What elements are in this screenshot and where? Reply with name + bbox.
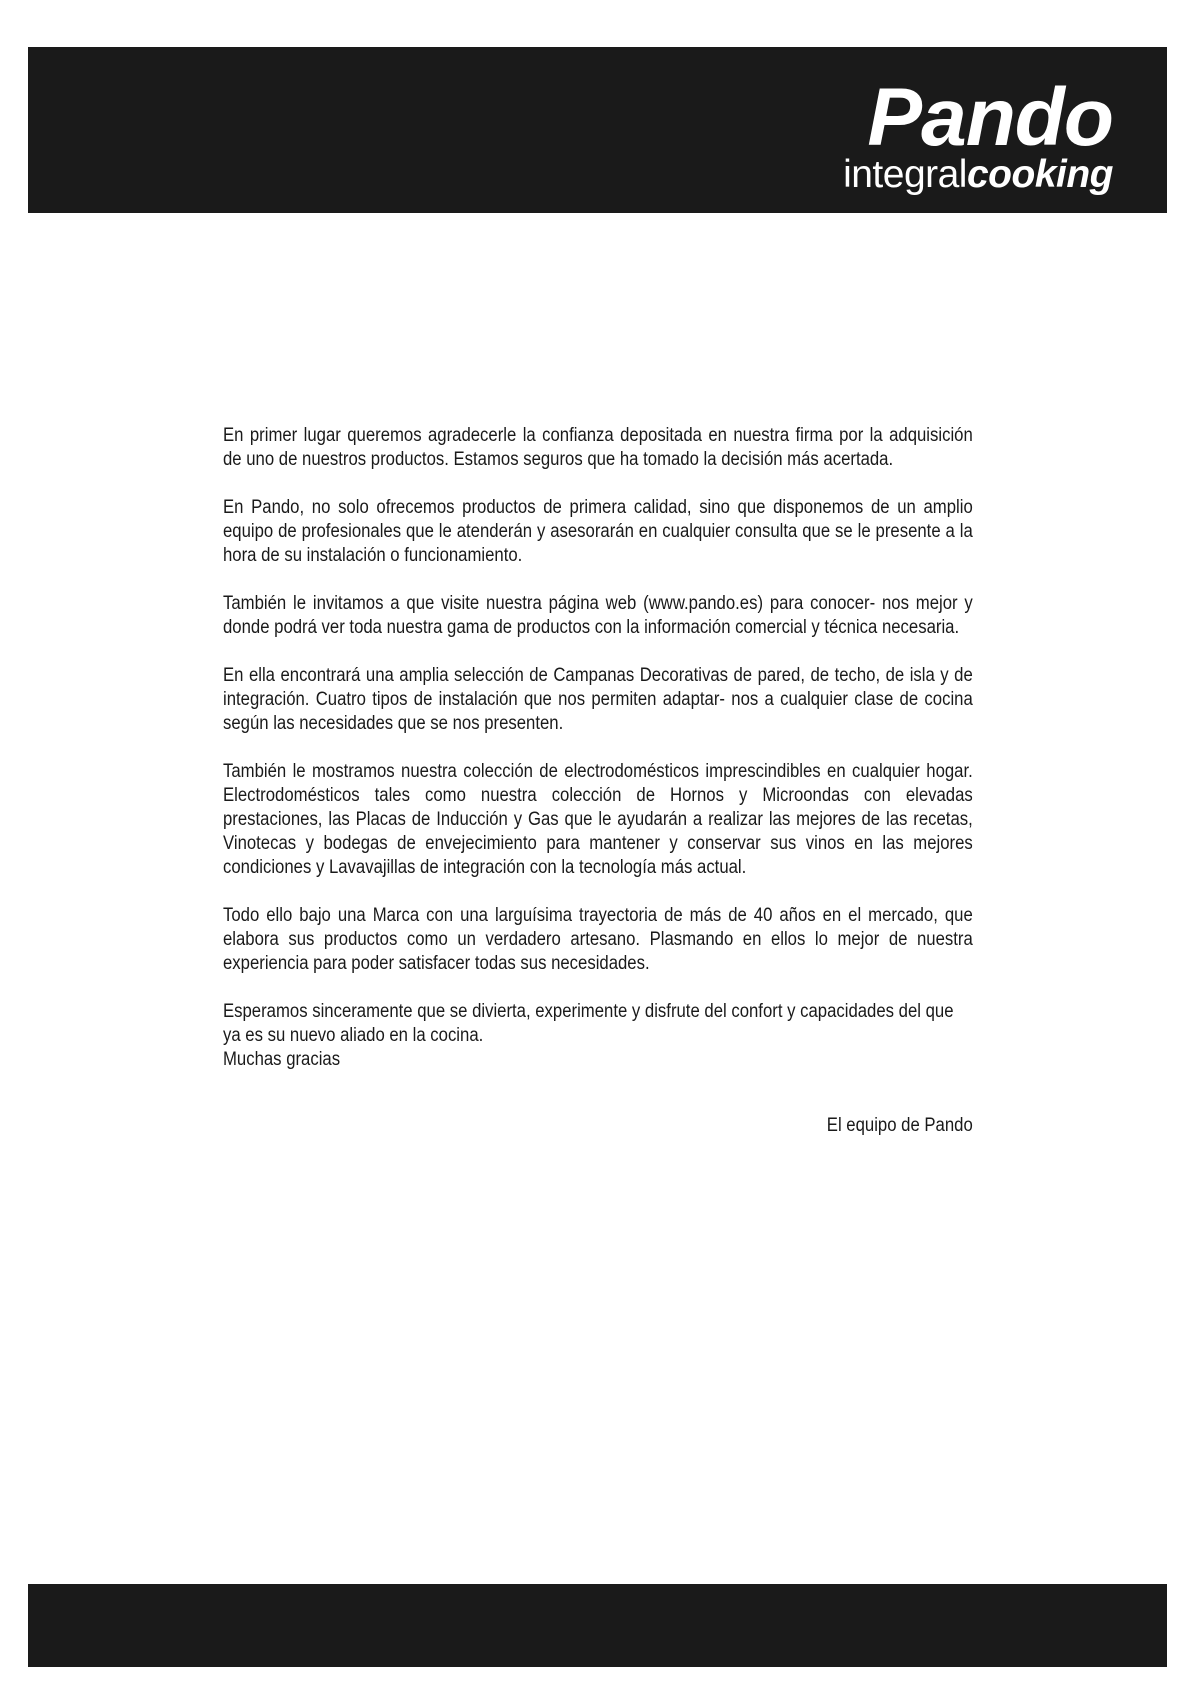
letter-paragraph: En ella encontrará una amplia selección de Campanas Decorativas de pared, de techo, de isla y de integración. Cuatro tipos de instalación que nos permiten adaptar- nos a cualquier clase de cocina según las necesidades que se nos presenten. <box>223 665 973 734</box>
footer-band <box>28 1584 1167 1667</box>
logo-tagline <box>843 153 1113 197</box>
pando-logo <box>843 72 1113 197</box>
letter-paragraph: También le invitamos a que visite nuestra página web (www.pando.es) para conocer- nos mejor y donde podrá ver toda nuestra gama de productos con la información comercial y técnica necesaria. <box>223 593 973 638</box>
letter-signature: El equipo de Pando <box>826 1115 973 1136</box>
letter-paragraph: También le mostramos nuestra colección de electrodomésticos imprescindibles en cualquier hogar. Electrodomésticos tales como nuestra colección de Hornos y Microondas con elevadas prestaciones, las Placas de Inducción y Gas que le ayudarán a realizar las mejores de las recetas, Vinotecas y bodegas de envejecimiento para mantener y conservar sus vinos en las mejores condiciones y Lavavajillas de integración con la tecnología más actual. <box>223 761 973 878</box>
letter-closing: Esperamos sinceramente que se divierta, experimente y disfrute del confort y capacidades del que ya es su nuevo aliado en la cocina. <box>223 1001 954 1046</box>
header-band <box>28 47 1167 213</box>
logo-brand-name: Pando <box>867 72 1113 163</box>
logo-tagline-bold: cooking <box>966 153 1113 196</box>
letter-thanks: Muchas gracias <box>223 1049 341 1070</box>
letter-paragraph: Todo ello bajo una Marca con una larguísima trayectoria de más de 40 años en el mercado, que elabora sus productos como un verdadero artesano. Plasmando en ellos lo mejor de nuestra experiencia para poder satisfacer todas sus necesidades. <box>223 905 973 974</box>
letter-body <box>223 424 973 1138</box>
letter-paragraph: En primer lugar queremos agradecerle la confianza depositada en nuestra firma por la adquisición de uno de nuestros productos. Estamos seguros que ha tomado la decisión más acertada. <box>223 425 973 470</box>
logo-tagline-light: integral <box>843 153 967 196</box>
letter-paragraph: En Pando, no solo ofrecemos productos de primera calidad, sino que disponemos de un amplio equipo de profesionales que le atenderán y asesorarán en cualquier consulta que se le presente a la hora de su instalación o funcionamiento. <box>223 497 973 566</box>
